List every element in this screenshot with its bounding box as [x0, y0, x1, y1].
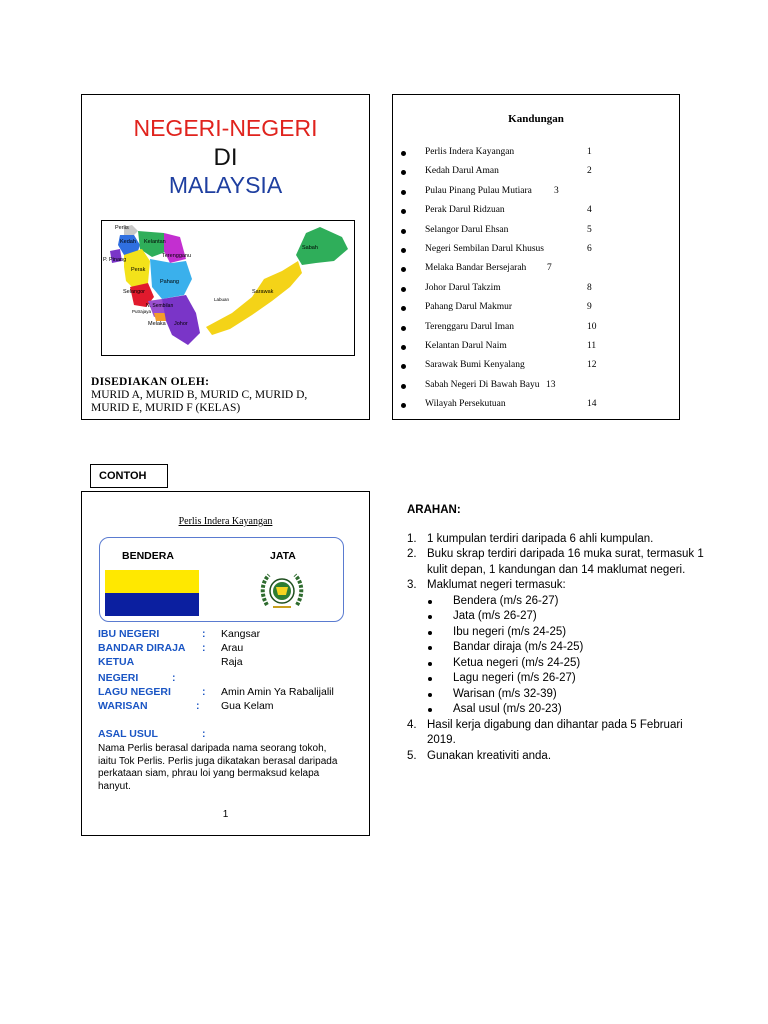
anthem-value: Amin Amin Ya Rabalijalil: [221, 686, 334, 698]
contents-item-page: 6: [587, 244, 592, 254]
prepared-by-line2: MURID E, MURID F (KELAS): [91, 402, 241, 414]
royal-town-value: Arau: [221, 642, 244, 654]
svg-text:Kelantan: Kelantan: [144, 239, 166, 245]
bullet-icon: [401, 229, 406, 234]
capital-value: Kangsar: [221, 628, 261, 640]
royal-town-label: BANDAR DIRAJA: [98, 642, 186, 654]
contents-item-page: 14: [587, 399, 597, 410]
contents-item-page: 5: [587, 224, 592, 235]
head-value: Raja: [221, 656, 243, 668]
perlis-flag: [105, 570, 199, 616]
contents-item-page: 13: [546, 379, 556, 390]
bullet-icon: [401, 267, 406, 272]
contents-item-label: Perlis Indera Kayangan: [425, 147, 515, 157]
instruction-subitem-text: Jata (m/s 26-27): [453, 610, 537, 622]
contents-item-label: Wilayah Persekutuan: [425, 399, 506, 410]
bullet-icon: [401, 326, 406, 331]
svg-text:Melaka: Melaka: [148, 321, 166, 327]
svg-text:Pahang: Pahang: [160, 279, 179, 285]
bullet-icon: [428, 677, 432, 681]
malaysia-map: [101, 220, 355, 356]
contents-item-page: 9: [587, 302, 592, 313]
svg-text:N. Sembilan: N. Sembilan: [146, 303, 174, 309]
instruction-subitem: [407, 625, 707, 641]
flag-stripe-blue: [105, 593, 199, 616]
royal-town-colon: :: [202, 642, 206, 654]
contents-item-label: Negeri Sembilan Darul Khusus: [425, 244, 544, 254]
svg-text:Terengganu: Terengganu: [162, 253, 192, 259]
contents-item-page: 3: [554, 185, 559, 196]
contents-item-page: 12: [587, 360, 597, 371]
contents-item: [401, 205, 671, 221]
cover-page: [81, 94, 370, 420]
contents-item-label: Terenggaru Darul Iman: [425, 321, 515, 332]
instruction-subitem: [407, 671, 707, 687]
bullet-icon: [428, 646, 432, 650]
instruction-number: 3.: [407, 579, 417, 591]
heritage-label: WARISAN: [98, 700, 148, 712]
example-title-text: Perlis Indera Kayangan: [178, 516, 273, 527]
contents-item-page: 4: [587, 205, 592, 216]
instruction-subitem: [407, 640, 707, 656]
contents-item-label: Selangor Darul Ehsan: [425, 224, 509, 235]
bullet-icon: [428, 662, 432, 666]
instructions-header: ARAHAN:: [407, 504, 461, 516]
bullet-icon: [401, 209, 406, 214]
instruction-text: Gunakan kreativiti anda.: [427, 749, 552, 762]
contents-item-page: 8: [587, 282, 592, 293]
instruction-text: Hasil kerja digabung dan dihantar pada 5 Februari 2019.: [427, 718, 683, 746]
instruction-item: [407, 532, 707, 548]
contents-item-label: Perak Darul Ridzuan: [425, 205, 505, 216]
instructions: [407, 503, 707, 764]
bullet-icon: [401, 287, 406, 292]
bullet-icon: [428, 615, 432, 619]
contents-item: [401, 302, 671, 318]
bullet-icon: [401, 345, 406, 350]
instruction-subitem-text: Ibu negeri (m/s 24-25): [453, 625, 567, 638]
instruction-number: 5.: [407, 749, 417, 762]
contents-item: [401, 225, 671, 241]
example-title: [82, 516, 369, 527]
contents-item-label: Melaka Bandar Bersejarah: [425, 263, 527, 274]
contents-item-page: 11: [587, 341, 597, 351]
origin-colon: :: [202, 728, 206, 740]
svg-text:Johor: Johor: [174, 321, 188, 327]
instruction-number: 4.: [407, 718, 417, 731]
head-label: KETUA: [98, 656, 135, 668]
instruction-subitem: [407, 687, 707, 703]
svg-text:Selangor: Selangor: [123, 289, 146, 295]
svg-text:Kedah: Kedah: [120, 239, 136, 245]
bullet-icon: [401, 151, 406, 156]
instruction-subitem-text: Asal usul (m/s 20-23): [453, 703, 562, 715]
contents-item-label: Kelantan Darul Naim: [425, 341, 507, 351]
contents-item: [401, 186, 671, 202]
bullet-icon: [401, 170, 406, 175]
contents-item: [401, 244, 671, 260]
flag-stripe-yellow: [105, 570, 199, 593]
contents-item-label: Pahang Darul Makmur: [425, 302, 513, 313]
contents-item: [401, 399, 671, 415]
contents-item-page: 10: [587, 321, 597, 332]
contents-page: [392, 94, 680, 420]
instruction-item: [407, 547, 707, 578]
svg-text:Putrajaya: Putrajaya: [132, 309, 152, 314]
prepared-by: [91, 376, 307, 415]
contents-item: [401, 341, 671, 357]
bullet-icon: [401, 306, 406, 311]
instruction-subitem-text: Lagu negeri (m/s 26-27): [453, 672, 576, 684]
instruction-subitem-text: Warisan (m/s 32-39): [453, 687, 557, 700]
contents-item-page: 1: [587, 147, 592, 157]
contents-item-page: 7: [547, 263, 552, 274]
contents-item-label: Kedah Darul Aman: [425, 166, 499, 177]
bullet-icon: [428, 631, 432, 635]
heritage-colon: :: [196, 700, 200, 712]
instruction-item: [407, 718, 707, 749]
contents-item-label: Pulau Pinang Pulau Mutiara: [425, 185, 532, 196]
contents-item-page: 2: [587, 166, 592, 177]
instruction-text: Maklumat negeri termasuk:: [427, 579, 566, 591]
perlis-crest-icon: [259, 569, 305, 613]
bullet-icon: [401, 248, 406, 253]
contents-item: [401, 147, 671, 163]
bullet-icon: [428, 600, 432, 604]
contents-item-label: Johor Darul Takzim: [425, 282, 501, 293]
prepared-by-header: DISEDIAKAN OLEH:: [91, 376, 210, 388]
flag-label: BENDERA: [122, 550, 174, 562]
contents-item: [401, 263, 671, 279]
instruction-number: 2.: [407, 548, 417, 560]
svg-text:Perlis: Perlis: [115, 225, 129, 231]
instruction-subitem-text: Bandar diraja (m/s 24-25): [453, 641, 584, 653]
state-label: NEGERI: [98, 672, 139, 684]
contents-title: Kandungan: [508, 113, 564, 125]
example-label: CONTOH: [99, 470, 147, 482]
instruction-subitem-text: Ketua negeri (m/s 24-25): [453, 656, 581, 669]
svg-text:P. Pinang: P. Pinang: [103, 257, 127, 263]
capital-colon: :: [202, 628, 206, 640]
prepared-by-line1: MURID A, MURID B, MURID C, MURID D,: [91, 389, 308, 401]
capital-label: IBU NEGERI: [98, 628, 160, 640]
bullet-icon: [428, 708, 432, 712]
contents-item-label: Sarawak Bumi Kenyalang: [425, 360, 525, 371]
cover-title-line3: MALAYSIA: [168, 172, 283, 198]
svg-text:Sabah: Sabah: [302, 245, 318, 251]
instruction-subitem: [407, 656, 707, 672]
instruction-subitem-text: Bendera (m/s 26-27): [453, 594, 559, 607]
malaysia-map-graphic: [102, 221, 354, 355]
bullet-icon: [401, 364, 406, 369]
crest-label: JATA: [270, 550, 296, 562]
contents-item: [401, 380, 671, 396]
anthem-colon: :: [202, 686, 206, 698]
contents-item: [401, 166, 671, 182]
bullet-icon: [401, 190, 406, 195]
heritage-value: Gua Kelam: [221, 700, 274, 712]
state-colon: :: [172, 672, 176, 684]
contents-item: [401, 322, 671, 338]
instruction-text: 1 kumpulan terdiri daripada 6 ahli kumpulan.: [427, 532, 654, 545]
bullet-icon: [401, 384, 406, 389]
example-label-box: [90, 464, 168, 488]
svg-text:Perak: Perak: [131, 267, 146, 273]
flag-crest-panel: [99, 537, 344, 622]
instruction-number: 1.: [407, 532, 417, 545]
bullet-icon: [401, 403, 406, 408]
cover-title-line2: DI: [213, 144, 238, 171]
origin-label: ASAL USUL: [98, 728, 158, 740]
instruction-sublist: [407, 594, 707, 718]
example-page: [81, 491, 370, 836]
contents-item: [401, 360, 671, 376]
svg-text:Sarawak: Sarawak: [252, 289, 274, 295]
page-number: 1: [222, 809, 229, 820]
instruction-subitem: [407, 594, 707, 610]
cover-title-line1: NEGERI-NEGERI: [133, 115, 318, 141]
instruction-subitem: [407, 702, 707, 718]
svg-text:Labuan: Labuan: [214, 297, 230, 302]
instruction-item: [407, 578, 707, 594]
bullet-icon: [428, 693, 432, 697]
contents-item: [401, 283, 671, 299]
instruction-text: Buku skrap terdiri daripada 16 muka surat, termasuk 1 kulit depan, 1 kandungan dan 14 maklumat negeri.: [427, 548, 704, 576]
instruction-subitem: [407, 609, 707, 625]
instruction-item: [407, 749, 707, 765]
origin-description: Nama Perlis berasal daripada nama seorang tokoh, iaitu Tok Perlis. Perlis juga dikatakan berasal daripada perkataan siam, phrau loi yang bermaksud kelapa hanyut.: [98, 743, 338, 792]
anthem-label: LAGU NEGERI: [98, 686, 171, 698]
contents-item-label: Sabah Negeri Di Bawah Bayu: [425, 379, 540, 390]
